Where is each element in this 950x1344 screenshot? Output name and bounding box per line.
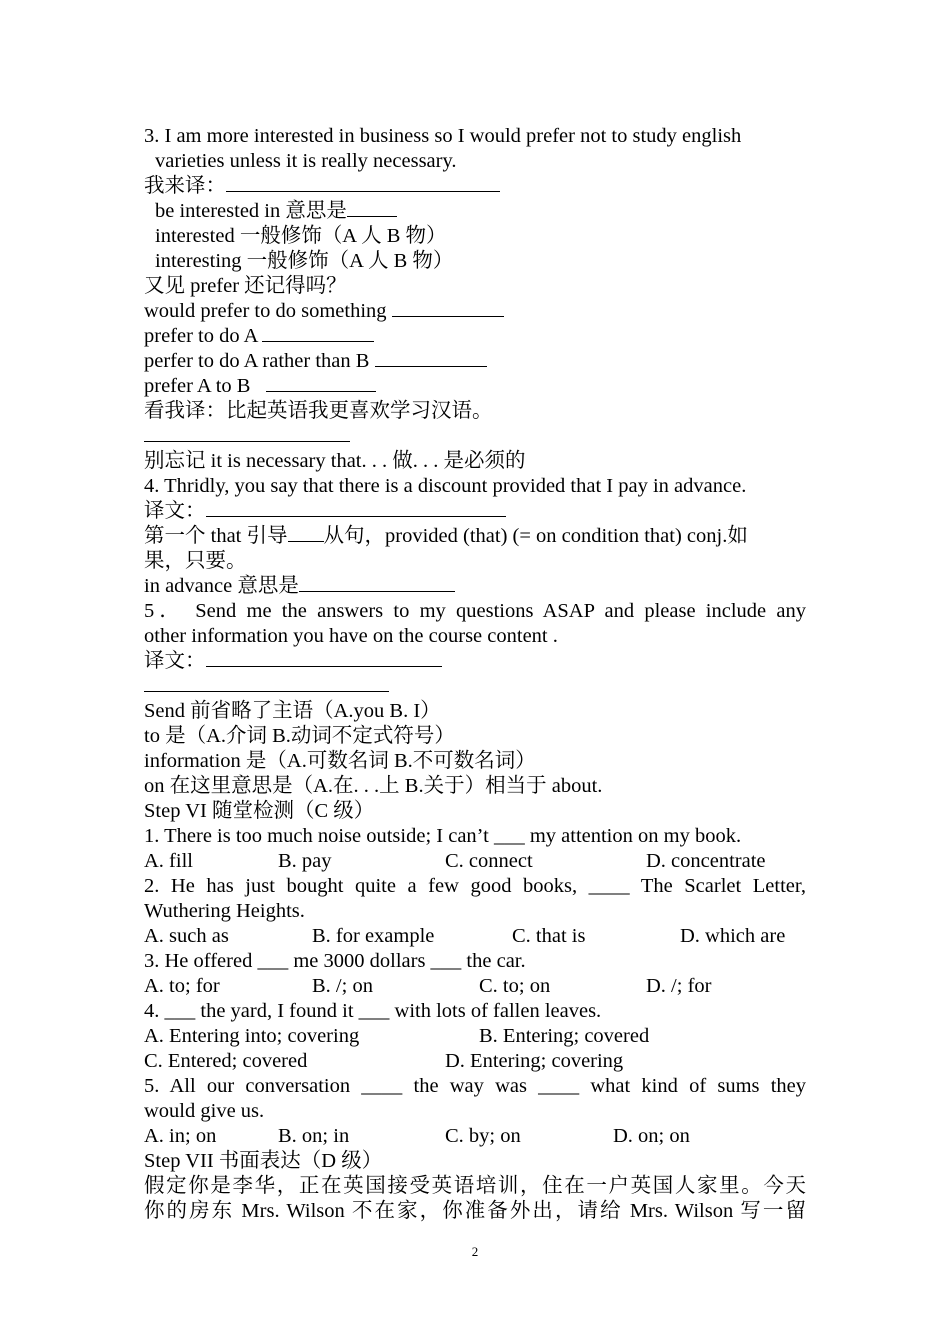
in-advance-row	[144, 574, 806, 599]
look-translate: 看我译：比起英语我更喜欢学习汉语。	[144, 400, 493, 422]
quiz-option[interactable]: C. Entered; covered	[144, 1050, 308, 1072]
look-translate-blank-row	[144, 424, 806, 449]
q5-extra-blank	[144, 675, 389, 692]
quiz-q1-stem: 1. There is too much noise outside; I can’t ___ my attention on my book.	[144, 825, 742, 847]
quiz-option[interactable]: A. in; on	[144, 1125, 217, 1147]
perfer-rather-blank	[375, 350, 487, 367]
quiz-option[interactable]: B. Entering; covered	[479, 1025, 650, 1047]
quiz-option[interactable]: A. Entering into; covering	[144, 1025, 360, 1047]
interested-modifies: interested 一般修饰（A 人 B 物）	[155, 225, 447, 247]
quiz-option[interactable]: D. concentrate	[646, 850, 766, 872]
would-prefer-text: would prefer to do something	[144, 300, 387, 322]
that-clause-text-b: 从句，provided (that) (= on condition that) conj.如	[323, 525, 748, 547]
quiz-option[interactable]: A. fill	[144, 850, 193, 872]
would-prefer-row	[144, 299, 806, 324]
q4-line1: 4. Thridly, you say that there is a discount provided that I pay in advance.	[144, 475, 747, 497]
quiz-option[interactable]: C. that is	[512, 925, 586, 947]
step7-title: Step VII 书面表达（D 级）	[144, 1150, 383, 1172]
q3-translate-row	[144, 174, 806, 199]
quiz-q4-stem: 4. ___ the yard, I found it ___ with lots of fallen leaves.	[144, 1000, 602, 1022]
that-clause-line2: 果，只要。	[144, 550, 247, 572]
page-number: 2	[471, 1244, 479, 1259]
in-advance-text: in advance 意思是	[144, 575, 299, 597]
q4-translation-row	[144, 499, 806, 524]
quiz-option[interactable]: A. such as	[144, 925, 229, 947]
step7-line2: 你的房东 Mrs. Wilson 不在家，你准备外出，请给 Mrs. Wilson 写一留	[144, 1200, 806, 1222]
quiz-option[interactable]: B. pay	[278, 850, 332, 872]
q3-line1: 3. I am more interested in business so I would prefer not to study english	[144, 125, 742, 147]
to-is: to 是（A.介词 B.动词不定式符号）	[144, 725, 455, 747]
quiz-q5-stem-1: 5. All our conversation ____ the way was ____ what kind of sums they	[144, 1075, 806, 1097]
q5-blank-row	[144, 674, 806, 699]
on-meaning: on 在这里意思是（A.在. . .上 B.关于）相当于 about.	[144, 775, 603, 797]
quiz-option[interactable]: D. Entering; covering	[445, 1050, 624, 1072]
see-prefer: 又见 prefer 还记得吗？	[144, 275, 347, 297]
q5-line2: other information you have on the course content .	[144, 625, 558, 647]
be-interested-text: be interested in 意思是	[155, 200, 347, 222]
that-clause-text-a: 第一个 that 引导	[144, 525, 288, 547]
q5-line1: 5． Send me the answers to my questions ASAP and please include any	[144, 600, 806, 622]
step7-line1: 假定你是李华，正在英国接受英语培训，住在一户英国人家里。今天	[144, 1175, 806, 1197]
send-subject: Send 前省略了主语（A.you B. I）	[144, 700, 441, 722]
quiz-q2-stem-1: 2. He has just bought quite a few good books, ____ The Scarlet Letter,	[144, 875, 806, 897]
be-interested-blank	[347, 200, 397, 217]
quiz-option[interactable]: B. for example	[312, 925, 435, 947]
q4-translation-label: 译文：	[144, 500, 206, 522]
in-advance-blank	[299, 575, 455, 592]
q5-translation-label: 译文：	[144, 650, 206, 672]
prefer-a-to-b-text: prefer A to B	[144, 375, 251, 397]
be-interested-row	[155, 199, 817, 224]
quiz-option[interactable]: C. by; on	[445, 1125, 521, 1147]
quiz-option[interactable]: D. /; for	[646, 975, 712, 997]
q3-translate-blank	[226, 175, 500, 192]
step6-title: Step VI 随堂检测（C 级）	[144, 800, 375, 822]
prefer-a-to-b-row	[144, 374, 806, 399]
quiz-option[interactable]: C. connect	[445, 850, 533, 872]
q3-translate-label: 我来译：	[144, 175, 226, 197]
prefer-a-to-b-blank	[266, 375, 376, 392]
quiz-q5-stem-2: would give us.	[144, 1100, 265, 1122]
information-is: information 是（A.可数名词 B.不可数名词）	[144, 750, 536, 772]
quiz-option[interactable]: C. to; on	[479, 975, 551, 997]
q3-line2: varieties unless it is really necessary.	[155, 150, 457, 172]
quiz-option[interactable]: D. which are	[680, 925, 786, 947]
q4-translation-blank	[206, 500, 506, 517]
perfer-rather-text: perfer to do A rather than B	[144, 350, 370, 372]
prefer-to-do-blank	[262, 325, 374, 342]
interesting-modifies: interesting 一般修饰（A 人 B 物）	[155, 250, 454, 272]
that-clause-blank	[288, 525, 324, 542]
quiz-option[interactable]: B. /; on	[312, 975, 373, 997]
quiz-q3-stem: 3. He offered ___ me 3000 dollars ___ the car.	[144, 950, 526, 972]
quiz-option[interactable]: D. on; on	[613, 1125, 690, 1147]
would-prefer-blank	[392, 300, 504, 317]
q5-translation-blank	[206, 650, 442, 667]
quiz-q2-stem-2: Wuthering Heights.	[144, 900, 305, 922]
look-translate-blank	[144, 425, 350, 442]
quiz-option[interactable]: A. to; for	[144, 975, 220, 997]
that-clause-row	[144, 524, 806, 549]
prefer-to-do-text: prefer to do A	[144, 325, 258, 347]
prefer-to-do-row	[144, 324, 806, 349]
q5-translation-row	[144, 649, 806, 674]
dont-forget: 别忘记 it is necessary that. . . 做. . . 是必须的	[144, 450, 526, 472]
quiz-option[interactable]: B. on; in	[278, 1125, 350, 1147]
perfer-rather-row	[144, 349, 806, 374]
